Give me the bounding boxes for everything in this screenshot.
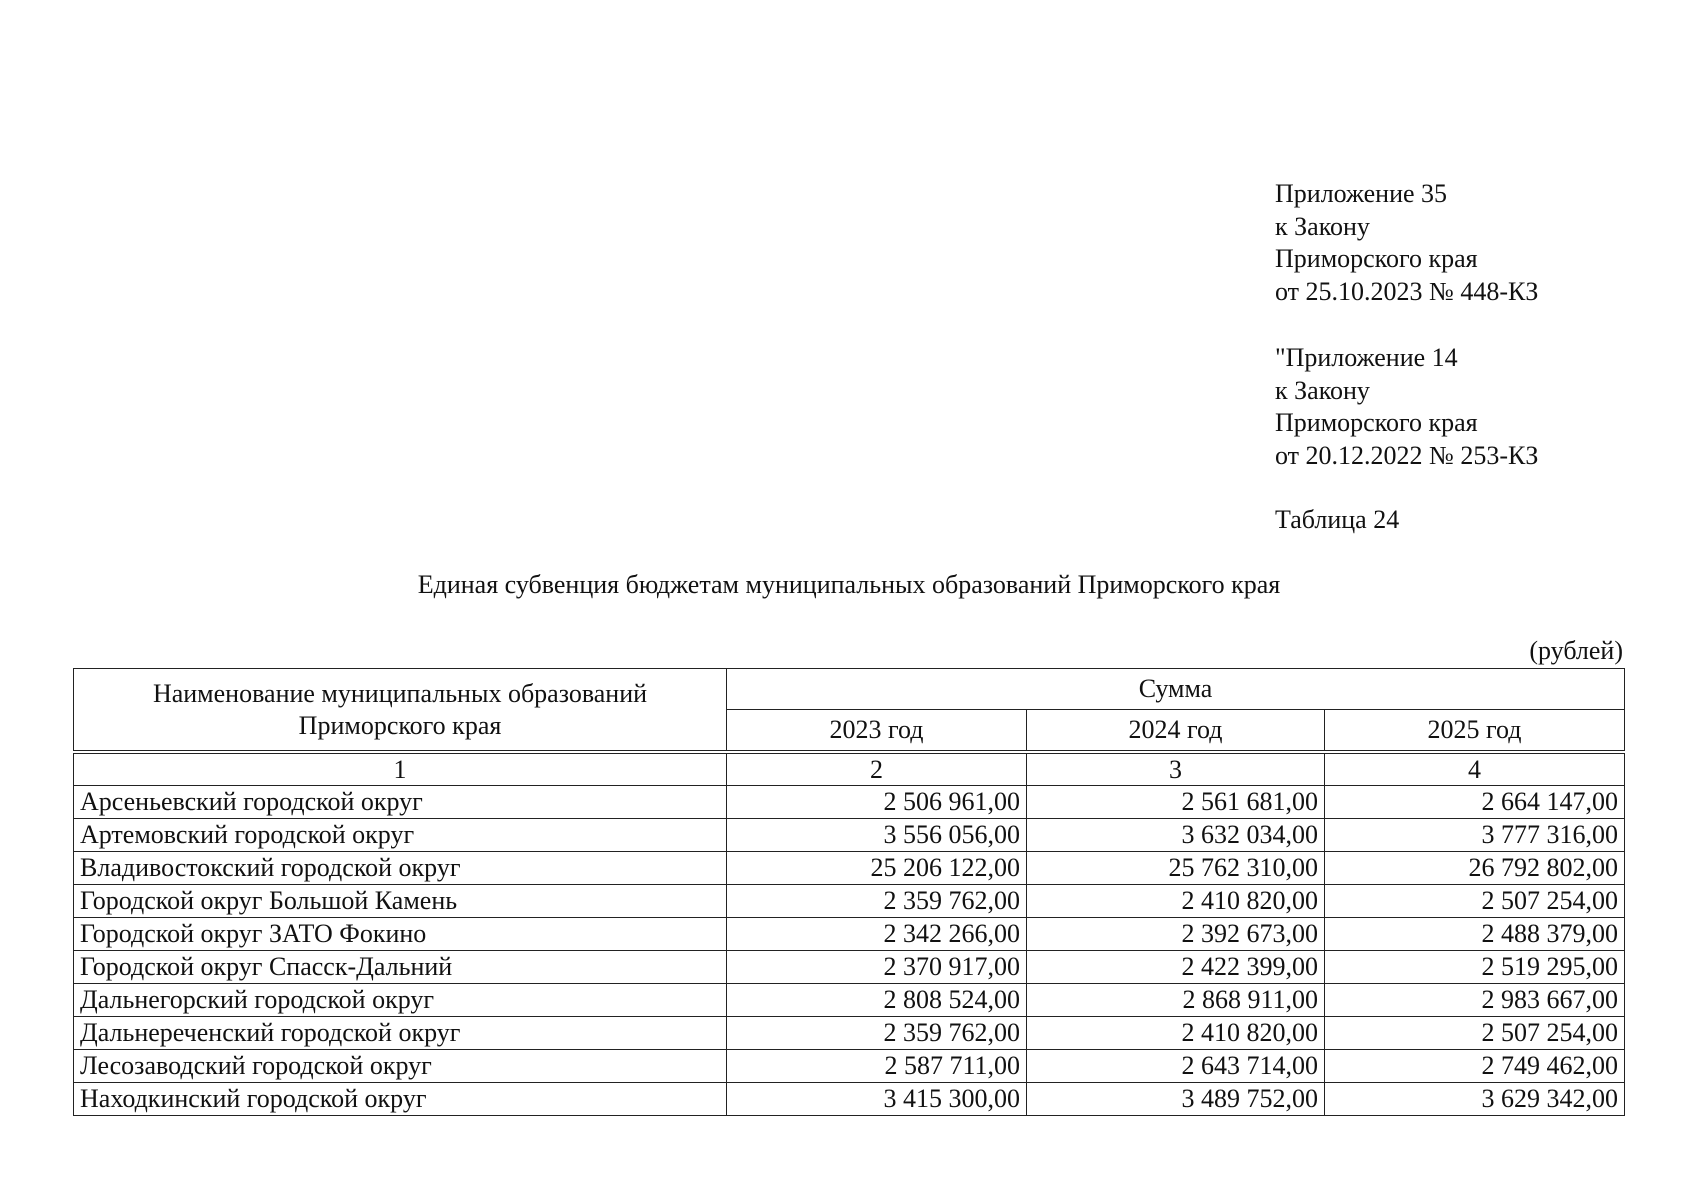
table-row (74, 819, 1625, 852)
amount-2024: 2 410 820,00 (1027, 885, 1325, 918)
appendix-35-line: от 25.10.2023 № 448-КЗ (1275, 276, 1539, 306)
amount-2025: 2 749 462,00 (1325, 1050, 1625, 1083)
column-number: 1 (74, 754, 727, 786)
subvention-table (73, 668, 1625, 1116)
amount-2024: 2 410 820,00 (1027, 1017, 1325, 1050)
column-number: 4 (1325, 754, 1625, 786)
year-header-2025: 2025 год (1325, 710, 1625, 751)
column-number: 3 (1027, 754, 1325, 786)
sum-column-header: Сумма (727, 669, 1625, 710)
amount-2025: 3 629 342,00 (1325, 1083, 1625, 1116)
amount-2025: 2 507 254,00 (1325, 885, 1625, 918)
amount-2023: 2 808 524,00 (727, 984, 1027, 1017)
appendix-35-reference (1275, 178, 1538, 308)
column-number-row (74, 754, 1625, 786)
amount-2023: 25 206 122,00 (727, 852, 1027, 885)
municipality-name: Городской округ Спасск-Дальний (74, 951, 727, 984)
table-row (74, 951, 1625, 984)
municipality-name: Артемовский городской округ (74, 819, 727, 852)
municipality-name: Лесозаводский городской округ (74, 1050, 727, 1083)
year-header-2023: 2023 год (727, 710, 1027, 751)
document-title (0, 570, 1698, 600)
amount-2023: 2 587 711,00 (727, 1050, 1027, 1083)
table-row (74, 885, 1625, 918)
amount-2024: 2 868 911,00 (1027, 984, 1325, 1017)
table-row (74, 852, 1625, 885)
appendix-14-line: "Приложение 14 (1275, 343, 1458, 372)
amount-2024: 2 561 681,00 (1027, 786, 1325, 819)
municipality-name: Дальнегорский городской округ (74, 984, 727, 1017)
table-row (74, 1083, 1625, 1116)
amount-2023: 2 342 266,00 (727, 918, 1027, 951)
amount-2025: 2 983 667,00 (1325, 984, 1625, 1017)
municipality-name: Владивостокский городской округ (74, 852, 727, 885)
amount-2023: 2 506 961,00 (727, 786, 1027, 819)
appendix-35-line: Приложение 35 (1275, 179, 1448, 208)
amount-2024: 2 643 714,00 (1027, 1050, 1325, 1083)
year-header-2024: 2024 год (1027, 710, 1325, 751)
amount-2024: 2 422 399,00 (1027, 951, 1325, 984)
amount-2023: 3 556 056,00 (727, 819, 1027, 852)
amount-2023: 2 359 762,00 (727, 1017, 1027, 1050)
table-row (74, 786, 1625, 819)
amount-2023: 2 370 917,00 (727, 951, 1027, 984)
appendix-14-line: Приморского края (1275, 408, 1478, 437)
amount-2025: 2 519 295,00 (1325, 951, 1625, 984)
column-number: 2 (727, 754, 1027, 786)
table-number: Таблица 24 (1275, 505, 1400, 534)
municipality-name: Находкинский городской округ (74, 1083, 727, 1116)
appendix-14-line: к Закону (1275, 375, 1370, 405)
appendix-14-line: от 20.12.2022 № 253-КЗ (1275, 440, 1539, 470)
municipality-name: Дальнереченский городской округ (74, 1017, 727, 1050)
appendix-35-line: Приморского края (1275, 244, 1478, 273)
amount-2024: 3 632 034,00 (1027, 819, 1325, 852)
amount-2025: 2 488 379,00 (1325, 918, 1625, 951)
table-row (74, 1017, 1625, 1050)
name-header-line: Наименование муниципальных образований (152, 678, 648, 708)
amount-2023: 3 415 300,00 (727, 1083, 1027, 1116)
table-row (74, 918, 1625, 951)
amount-2024: 3 489 752,00 (1027, 1083, 1325, 1116)
document-title-text: Единая субвенция бюджетам муниципальных образований Приморского края (417, 570, 1281, 599)
amount-2025: 3 777 316,00 (1325, 819, 1625, 852)
name-column-header (74, 669, 727, 751)
municipality-name: Арсеньевский городской округ (74, 786, 727, 819)
table-row (74, 1050, 1625, 1083)
appendix-14-reference (1275, 342, 1538, 472)
table-row (74, 984, 1625, 1017)
name-header-line: Приморского края (298, 710, 502, 740)
units-label: (рублей) (1529, 636, 1623, 665)
amount-2025: 26 792 802,00 (1325, 852, 1625, 885)
amount-2024: 25 762 310,00 (1027, 852, 1325, 885)
municipality-name: Городской округ ЗАТО Фокино (74, 918, 727, 951)
amount-2024: 2 392 673,00 (1027, 918, 1325, 951)
amount-2025: 2 664 147,00 (1325, 786, 1625, 819)
amount-2023: 2 359 762,00 (727, 885, 1027, 918)
appendix-35-line: к Закону (1275, 211, 1370, 241)
municipality-name: Городской округ Большой Камень (74, 885, 727, 918)
amount-2025: 2 507 254,00 (1325, 1017, 1625, 1050)
